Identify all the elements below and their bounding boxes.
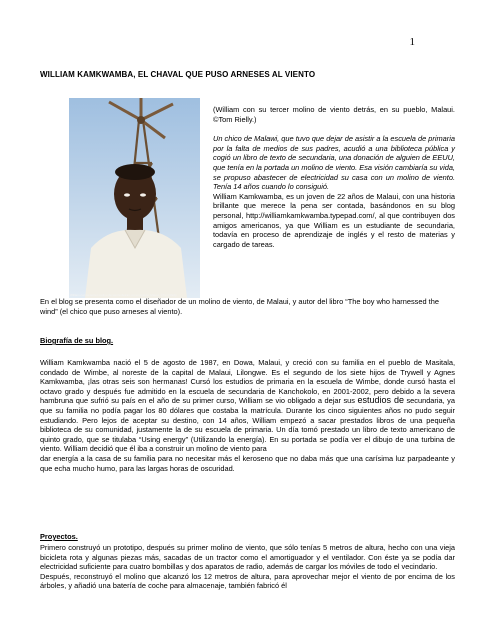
biography-section — [40, 358, 455, 473]
projects-paragraph-1: Primero construyó un prototipo, después su primer molino de viento, que sólo tenías 5 metros de altura, hecho con una vieja bicicleta rota y algunas piezas más, sacadas de un tractor como el amortiguador y el ventilador. Con éste ya se podía dar electricidad suficiente para cuatro bombillas y dos aparatos de radio, además de cargar los móviles de todo el vecindario. — [40, 543, 455, 572]
lead-paragraph: En el blog se presenta como el diseñador de un molino de viento, de Malaui, y autor del libro “The boy who harnessed the wind” (el chico que puso arneses al viento). — [40, 297, 439, 316]
biography-text-a: William Kamkwamba nació el 5 de agosto de 1987, en Dowa, Malaui, y creció con su familia en el pueblo de Masitala, condado de Wimbe, al noreste de la capital de Malaui, Lilongwe. Es el segundo de los siete hijos de Trywell y Agnes Kamkwamba, ¡las otras seis son hermanas! Cursó los estudios de primaria en la escuela de Wimbe, donde cursó hasta el octavo grado y después fue admitido en la escuela de secundaria de Kanchokolo, en 2001-2002, pero debido a la severa hambruna que sufrió su país en el año de su primer curso, William se vio obligado a dejar sus — [40, 358, 455, 406]
biography-heading: Biografía de su blog. — [40, 336, 114, 345]
projects-paragraph-2: Después, reconstruyó el molino que alcanzó los 12 metros de altura, para aprovechar mejor el viento de por encima de los árboles, y añadió una batería de coche para almacenaje, también fabricó él — [40, 571, 455, 591]
photo-illustration — [69, 98, 200, 298]
photo-caption: William con su tercer molino de viento detrás, en su pueblo, Malaui. ©Tom Rielly. — [70, 293, 178, 297]
biography-text-big: estudios de — [357, 395, 404, 406]
page-number: 1 — [409, 36, 415, 48]
photo-caption-text: (William con su tercer molino de viento detrás, en su pueblo, Malaui. ©Tom Rielly.) — [213, 105, 455, 124]
projects-heading: Proyectos. — [40, 532, 78, 541]
biography-text-b: secundaria, ya que su familia no podía pagar los 80 dólares que costaba la matrícula. Durante los cinco siguientes años no pudo seguir estudiando. Pero lejos de aceptar su destino, con 14 años, William empezó a sacar prestados libros de una pequeña biblioteca de su comunidad, justamente la de su escuela de primaria. Un día tomó prestado un libro de texto americano de quinto grado, que se titulaba “Using energy” (Utilizando la energía). En su portada se podía ver el dibujo de una turbina de viento. William decidió que él iba a construir un molino de viento para — [40, 396, 455, 454]
intro-italic: Un chico de Malawi, que tuvo que dejar de asistir a la escuela de primaria por la falta de medios de sus padres, acudió a una biblioteca pública y cogió un libro de texto de secundaria, una donación de alguien de EEUU, que tenía en la portada un molino de viento. Esa visión cambiaría su vida, se propuso abastecer de electricidad su casa con un molino de viento. Tenía 14 años cuando lo consiguió. — [213, 134, 455, 192]
intro-paragraph: William Kamkwamba, es un joven de 22 años de Malaui, con una historia brillante que merece la pena ser contada, basándonos en su blog personal, http://williamkamkwamba.typepad.com/, al que contribuyen dos amigos americanos, ya que William es un estudiante de secundaria, todavía en proceso de aprendizaje de inglés y el resto de materias y cargado de tareas. — [213, 191, 455, 249]
biography-paragraph-2: dar energía a la casa de su familia para no necesitar más el keroseno que no daba más que una carísima luz parpadeante y que echa mucho humo, para las largas horas de oscuridad. — [40, 453, 455, 473]
document-title: WILLIAM KAMKWAMBA, EL CHAVAL QUE PUSO ARNESES AL VIENTO — [40, 70, 316, 79]
projects-section — [40, 543, 455, 591]
windmill-photo — [69, 98, 200, 298]
biography-paragraph — [40, 358, 455, 454]
right-column — [213, 105, 455, 249]
